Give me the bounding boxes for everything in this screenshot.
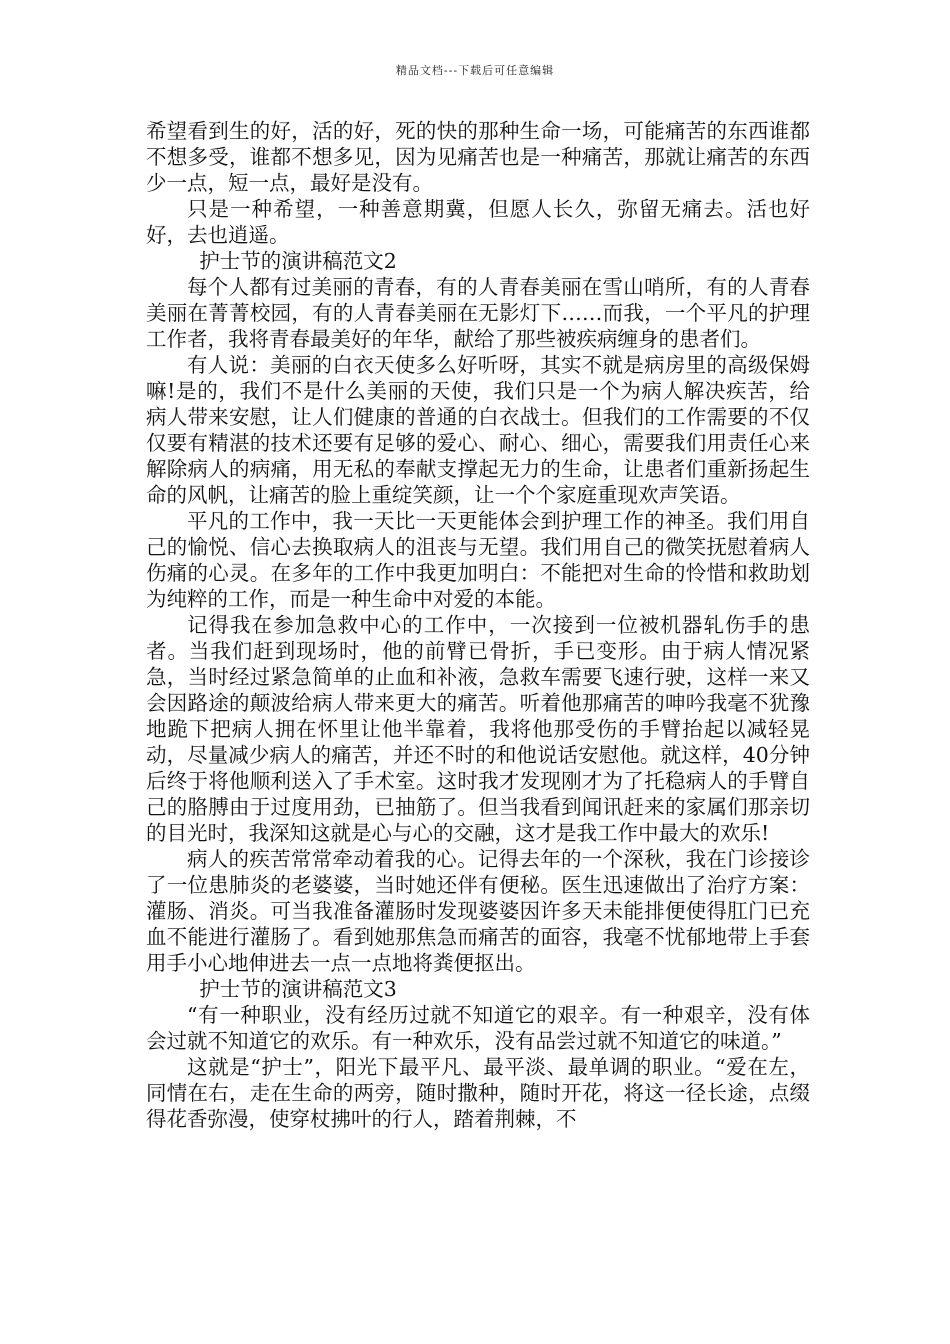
- paragraph-patient-care: 病人的疾苦常常牵动着我的心。记得去年的一个深秋，我在门诊接诊了一位患肺炎的老婆婆，当时她还伴有便秘。医生迅速做出了治疗方案：灌肠、消炎。可当我准备灌肠时发现婆婆因许多天未能排便使得肛门已充血不能进行灌肠了。看到她那焦急而痛苦的面容，我毫不忧郁地带上手套用手小心地伸进去一点一点地将粪便抠出。: [146, 847, 810, 975]
- document-body: [146, 118, 810, 1132]
- paragraph-youth: 每个人都有过美丽的青春，有的人青春美丽在雪山哨所，有的人青春美丽在菁菁校园，有的人青春美丽在无影灯下……而我，一个平凡的护理工作者，我将青春最美好的年华，献给了那些被疾病缠身的患者们。: [146, 275, 810, 351]
- paragraph-emergency: 记得我在参加急救中心的工作中，一次接到一位被机器轧伤手的患者。当我们赶到现场时，他的前臂已骨折，手已变形。由于病人情况紧急，当时经过紧急简单的止血和补液，急救车需要飞速行驶，这样一来又会因路途的颠波给病人带来更大的痛苦。听着他那痛苦的呻吟我毫不犹豫地跪下把病人拥在怀里让他半靠着，我将他那受伤的手臂抬起以减轻晃动，尽量减少病人的痛苦，并还不时的和他说话安慰他。就这样，40分钟后终于将他顺利送入了手术室。这时我才发现刚才为了托稳病人的手臂自己的胳膊由于过度用劲，已抽筋了。但当我看到闻讯赶来的家属们那亲切的目光时，我深知这就是心与心的交融，这才是我工作中最大的欢乐!: [146, 613, 810, 845]
- paragraph-quote: “有一种职业，没有经历过就不知道它的艰辛。有一种艰辛，没有体会过就不知道它的欢乐。有一种欢乐，没有品尝过就不知道它的味道。”: [146, 1003, 810, 1053]
- page-header: 精品文档---下载后可任意编辑: [395, 64, 555, 77]
- paragraph-continuation: 希望看到生的好，活的好，死的快的那种生命一场，可能痛苦的东西谁都不想多受，谁都不想多见，因为见痛苦也是一种痛苦，那就让痛苦的东西少一点，短一点，最好是没有。: [146, 119, 810, 195]
- paragraph-nurse: 这就是“护士”，阳光下最平凡、最平淡、最单调的职业。“爱在左，同情在右，走在生命的两旁，随时撒种，随时开花，将这一径长途，点缀得花香弥漫，使穿杖拂叶的行人，踏着荆棘，不: [146, 1055, 810, 1131]
- section-heading-3: 护士节的演讲稿范文3: [199, 977, 397, 1001]
- paragraph-ordinary-work: 平凡的工作中，我一天比一天更能体会到护理工作的神圣。我们用自己的愉悦、信心去换取病人的沮丧与无望。我们用自己的微笑抚慰着病人伤痛的心灵。在多年的工作中我更加明白：不能把对生命的怜惜和救助划为纯粹的工作，而是一种生命中对爱的本能。: [146, 509, 810, 611]
- paragraph-angel: 有人说：美丽的白衣天使多么好听呀，其实不就是病房里的高级保姆嘛!是的，我们不是什么美丽的天使，我们只是一个为病人解决疾苦，给病人带来安慰，让人们健康的普通的白衣战士。但我们的工作需要的不仅仅要有精湛的技术还要有足够的爱心、耐心、细心，需要我们用责任心来解除病人的病痛，用无私的奉献支撑起无力的生命，让患者们重新扬起生命的风帆，让痛苦的脸上重绽笑颜，让一个个家庭重现欢声笑语。: [146, 353, 810, 507]
- section-heading-2: 护士节的演讲稿范文2: [199, 249, 397, 273]
- paragraph-wish: 只是一种希望，一种善意期冀，但愿人长久，弥留无痛去。活也好好，去也逍遥。: [146, 197, 810, 247]
